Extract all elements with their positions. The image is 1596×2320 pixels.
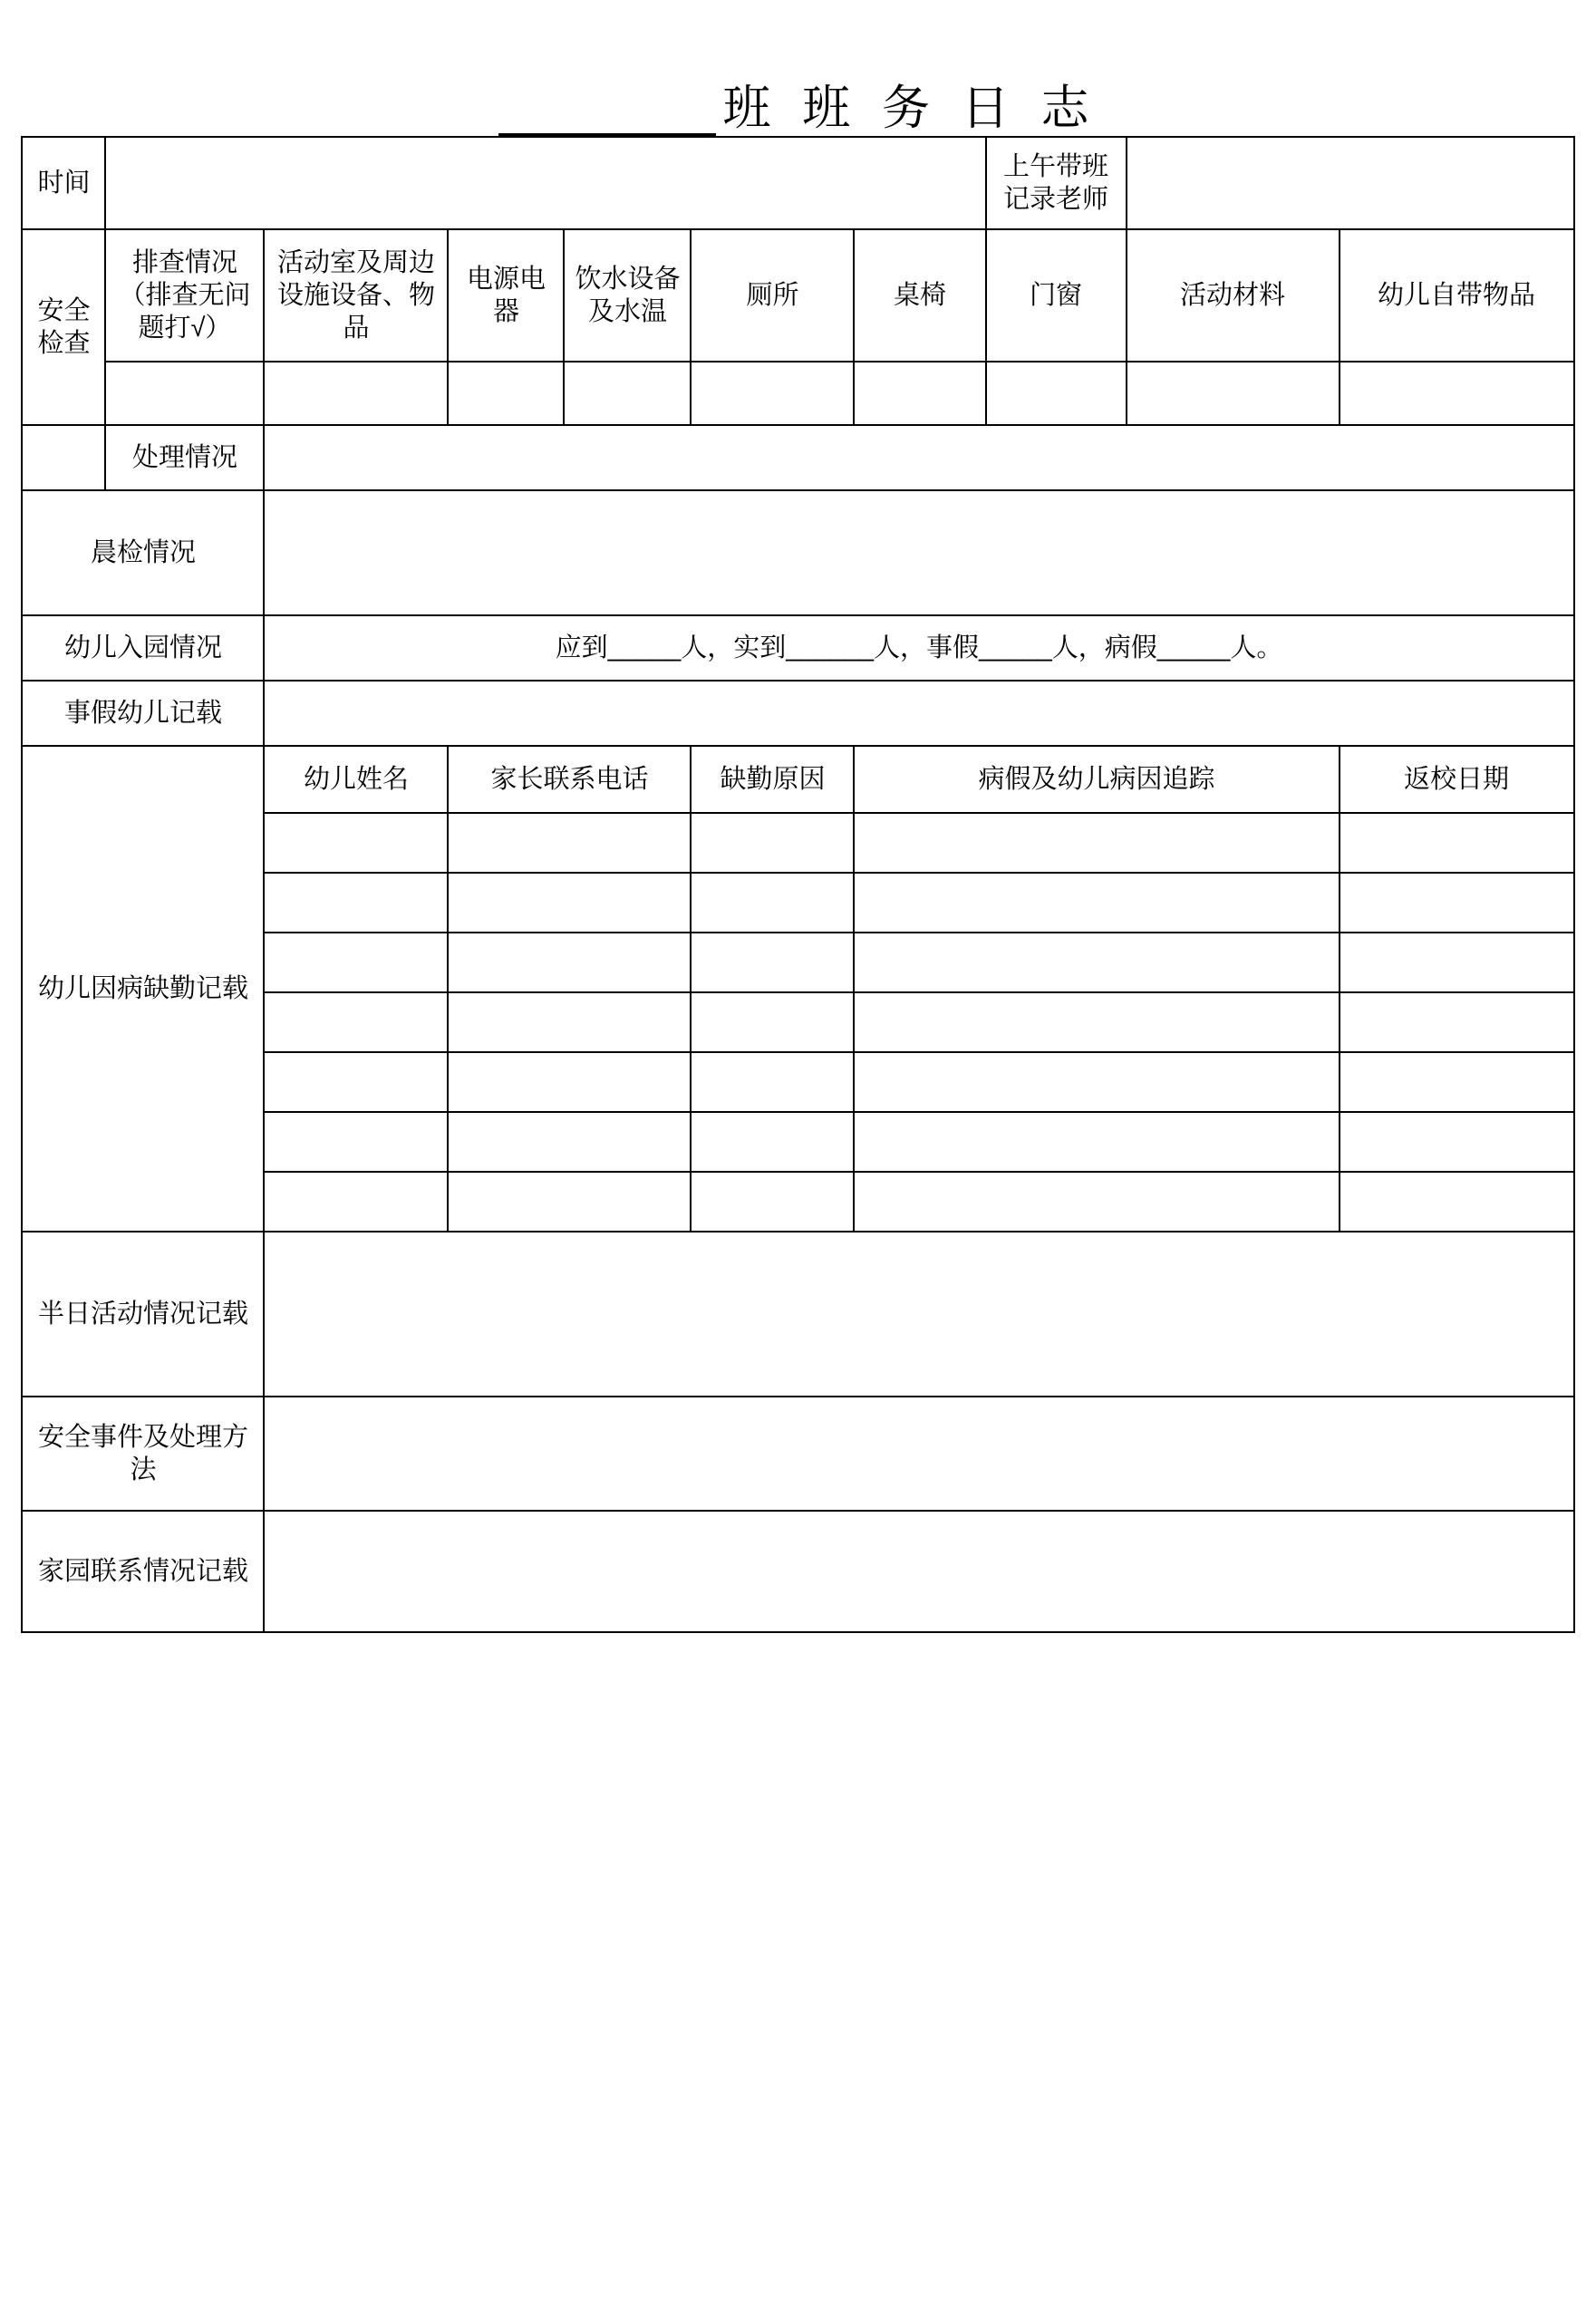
inspection-value-7[interactable] (1340, 362, 1574, 425)
sick-col-header-4: 返校日期 (1340, 746, 1574, 813)
sick-cell-3-3[interactable] (854, 992, 1339, 1052)
table-row-home-contact (22, 1511, 1573, 1632)
sick-cell-4-3[interactable] (854, 1052, 1339, 1112)
table-row-safety-event (22, 1397, 1573, 1511)
sick-cell-2-1[interactable] (448, 933, 691, 992)
page-title-text: 班 班 务 日 志 (722, 82, 1098, 135)
half-day-label: 半日活动情况记载 (22, 1232, 264, 1397)
sick-cell-6-2[interactable] (691, 1172, 854, 1232)
table-row-inspection-values (22, 362, 1573, 425)
sick-cell-4-4[interactable] (1340, 1052, 1574, 1112)
daily-log-table (21, 136, 1574, 1633)
home-contact-label: 家园联系情况记载 (22, 1511, 264, 1632)
attendance-value[interactable]: 应到_____人，实到______人，事假_____人，病假_____人。 (264, 615, 1573, 681)
inspection-item-1: 电源电器 (448, 229, 564, 362)
inspection-value-0[interactable] (264, 362, 448, 425)
sick-cell-5-2[interactable] (691, 1112, 854, 1172)
table-row-inspection-header (22, 229, 1573, 362)
sick-cell-0-3[interactable] (854, 813, 1339, 873)
time-label: 时间 (22, 137, 105, 229)
sick-cell-0-2[interactable] (691, 813, 854, 873)
inspection-item-0: 活动室及周边设施设备、物品 (264, 229, 448, 362)
sick-absence-label: 幼儿因病缺勤记载 (22, 746, 264, 1232)
sick-cell-3-0[interactable] (264, 992, 448, 1052)
home-contact-value[interactable] (264, 1511, 1573, 1632)
sick-cell-1-1[interactable] (448, 873, 691, 933)
half-day-value[interactable] (264, 1232, 1573, 1397)
table-row-personal-leave (22, 681, 1573, 746)
sick-cell-3-1[interactable] (448, 992, 691, 1052)
table-row-attendance (22, 615, 1573, 681)
sick-cell-6-3[interactable] (854, 1172, 1339, 1232)
sick-cell-2-0[interactable] (264, 933, 448, 992)
inspection-label: 排查情况（排查无问题打√） (105, 229, 264, 362)
class-name-blank[interactable] (498, 86, 716, 136)
sick-cell-4-2[interactable] (691, 1052, 854, 1112)
morning-check-label: 晨检情况 (22, 490, 264, 615)
morning-teacher-value[interactable] (1127, 137, 1574, 229)
personal-leave-label: 事假幼儿记载 (22, 681, 264, 746)
sick-cell-6-1[interactable] (448, 1172, 691, 1232)
sick-cell-5-3[interactable] (854, 1112, 1339, 1172)
sick-cell-1-2[interactable] (691, 873, 854, 933)
inspection-item-2: 饮水设备及水温 (564, 229, 691, 362)
handling-value[interactable] (264, 425, 1573, 490)
morning-check-value[interactable] (264, 490, 1573, 615)
sick-cell-5-4[interactable] (1340, 1112, 1574, 1172)
attendance-label: 幼儿入园情况 (22, 615, 264, 681)
sick-cell-1-3[interactable] (854, 873, 1339, 933)
handling-label: 处理情况 (105, 425, 264, 490)
inspection-item-4: 桌椅 (854, 229, 985, 362)
safety-event-label: 安全事件及处理方法 (22, 1397, 264, 1511)
sick-cell-4-1[interactable] (448, 1052, 691, 1112)
sick-col-header-3: 病假及幼儿病因追踪 (854, 746, 1339, 813)
sick-cell-2-2[interactable] (691, 933, 854, 992)
morning-teacher-label: 上午带班记录老师 (986, 137, 1127, 229)
table-row-morning-check (22, 490, 1573, 615)
sick-cell-6-0[interactable] (264, 1172, 448, 1232)
personal-leave-value[interactable] (264, 681, 1573, 746)
inspection-value-4[interactable] (854, 362, 985, 425)
inspection-value-6[interactable] (1127, 362, 1340, 425)
sick-cell-2-4[interactable] (1340, 933, 1574, 992)
sick-cell-6-4[interactable] (1340, 1172, 1574, 1232)
inspection-value-3[interactable] (691, 362, 854, 425)
sick-cell-1-0[interactable] (264, 873, 448, 933)
sick-cell-2-3[interactable] (854, 933, 1339, 992)
inspection-value-1[interactable] (448, 362, 564, 425)
handling-spacer (22, 425, 105, 490)
table-row-sick-header (22, 746, 1573, 813)
sick-cell-0-4[interactable] (1340, 813, 1574, 873)
inspection-item-5: 门窗 (986, 229, 1127, 362)
inspection-value-5[interactable] (986, 362, 1127, 425)
inspection-item-7: 幼儿自带物品 (1340, 229, 1574, 362)
inspection-value-2[interactable] (564, 362, 691, 425)
sick-col-header-2: 缺勤原因 (691, 746, 854, 813)
sick-cell-5-0[interactable] (264, 1112, 448, 1172)
time-value[interactable] (105, 137, 985, 229)
sick-cell-0-1[interactable] (448, 813, 691, 873)
inspection-value-label-cell (105, 362, 264, 425)
table-row-handling (22, 425, 1573, 490)
safety-event-value[interactable] (264, 1397, 1573, 1511)
sick-cell-1-4[interactable] (1340, 873, 1574, 933)
page-title (16, 0, 1580, 136)
sick-cell-3-2[interactable] (691, 992, 854, 1052)
table-row-time (22, 137, 1573, 229)
table-row-half-day (22, 1232, 1573, 1397)
sick-col-header-1: 家长联系电话 (448, 746, 691, 813)
safety-check-label: 安全检查 (22, 229, 105, 425)
inspection-item-6: 活动材料 (1127, 229, 1340, 362)
inspection-item-3: 厕所 (691, 229, 854, 362)
sick-col-header-0: 幼儿姓名 (264, 746, 448, 813)
sick-cell-3-4[interactable] (1340, 992, 1574, 1052)
sick-cell-5-1[interactable] (448, 1112, 691, 1172)
sick-cell-0-0[interactable] (264, 813, 448, 873)
sick-cell-4-0[interactable] (264, 1052, 448, 1112)
